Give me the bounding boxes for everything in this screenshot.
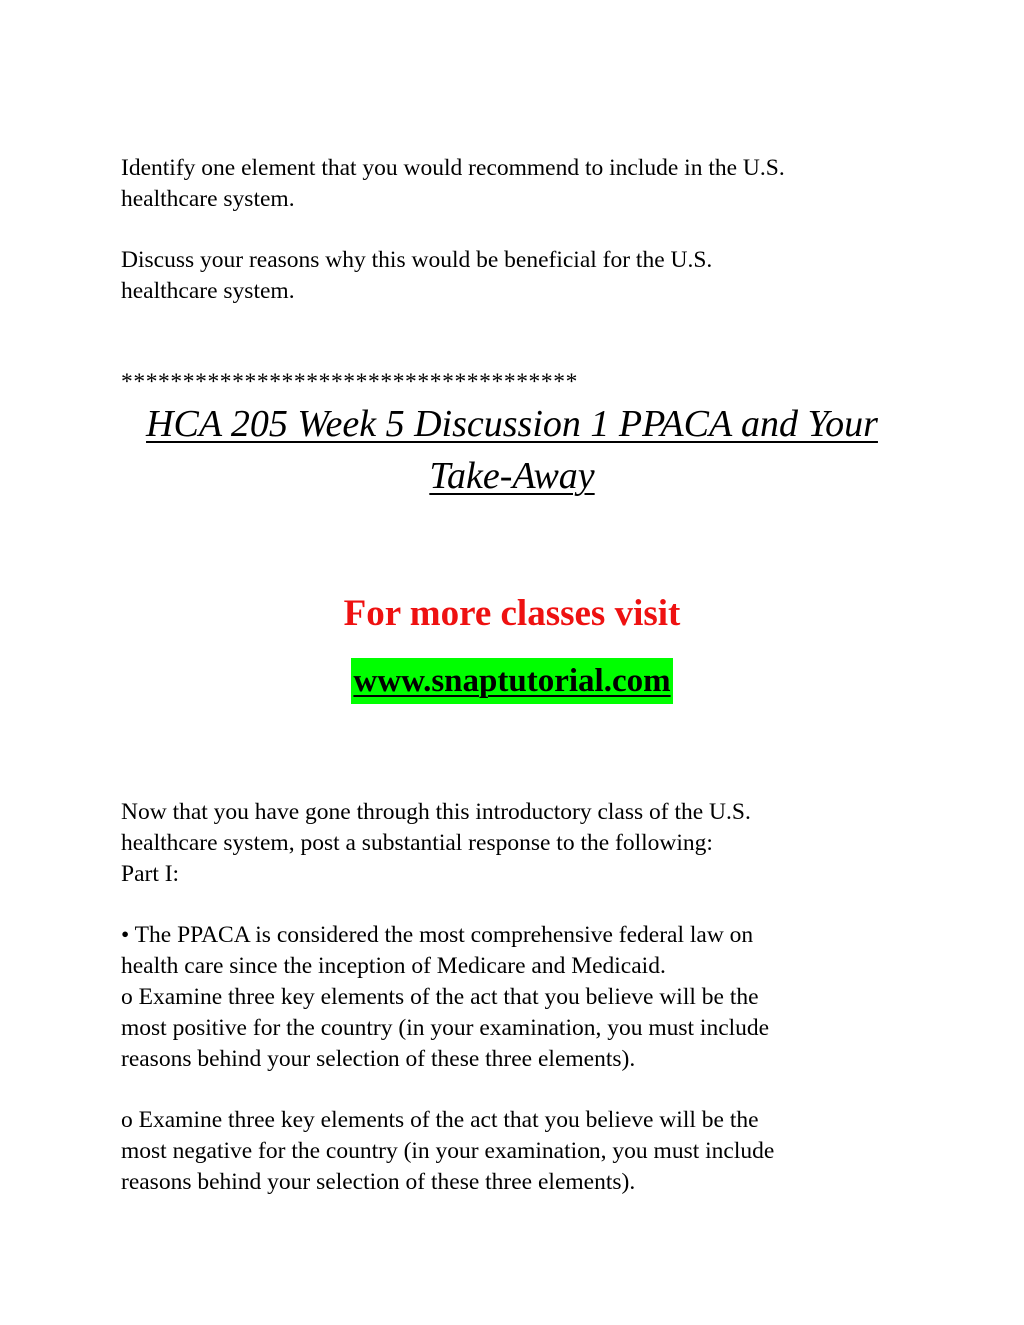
text-line: health care since the inception of Medicare and Medicaid. (121, 953, 666, 979)
text-line: Identify one element that you would recommend to include in the U.S. (121, 155, 785, 181)
title-line: Take-Away (429, 455, 595, 497)
text-line: most negative for the country (in your examination, you must include (121, 1138, 775, 1164)
positive-elements-paragraph (121, 920, 911, 1075)
text-line: o Examine three key elements of the act that you believe will be the (121, 984, 759, 1010)
text-line: healthcare system. (121, 186, 295, 212)
promo-heading: For more classes visit (343, 593, 681, 634)
text-line: most positive for the country (in your examination, you must include (121, 1015, 770, 1041)
text-line: Part I: (121, 861, 180, 887)
text-line: • The PPACA is considered the most comprehensive federal law on (121, 922, 754, 948)
discuss-paragraph (121, 245, 911, 307)
identify-paragraph (121, 153, 911, 215)
snaptutorial-link[interactable]: www.snaptutorial.com (351, 658, 672, 704)
text-line: healthcare system. (121, 278, 295, 304)
promo-link-container (0, 658, 1024, 704)
asterisk-separator: ************************************* (121, 369, 578, 395)
text-line: o Examine three key elements of the act that you believe will be the (121, 1107, 759, 1133)
text-line: reasons behind your selection of these three elements). (121, 1046, 636, 1072)
title-line: HCA 205 Week 5 Discussion 1 PPACA and Your (146, 403, 878, 445)
page-title (0, 398, 1024, 502)
text-line: Now that you have gone through this introductory class of the U.S. (121, 799, 751, 825)
text-line: Discuss your reasons why this would be beneficial for the U.S. (121, 247, 713, 273)
text-line: reasons behind your selection of these three elements). (121, 1169, 636, 1195)
assignment-intro-paragraph (121, 797, 911, 890)
text-line: healthcare system, post a substantial response to the following: (121, 830, 713, 856)
negative-elements-paragraph (121, 1105, 911, 1198)
